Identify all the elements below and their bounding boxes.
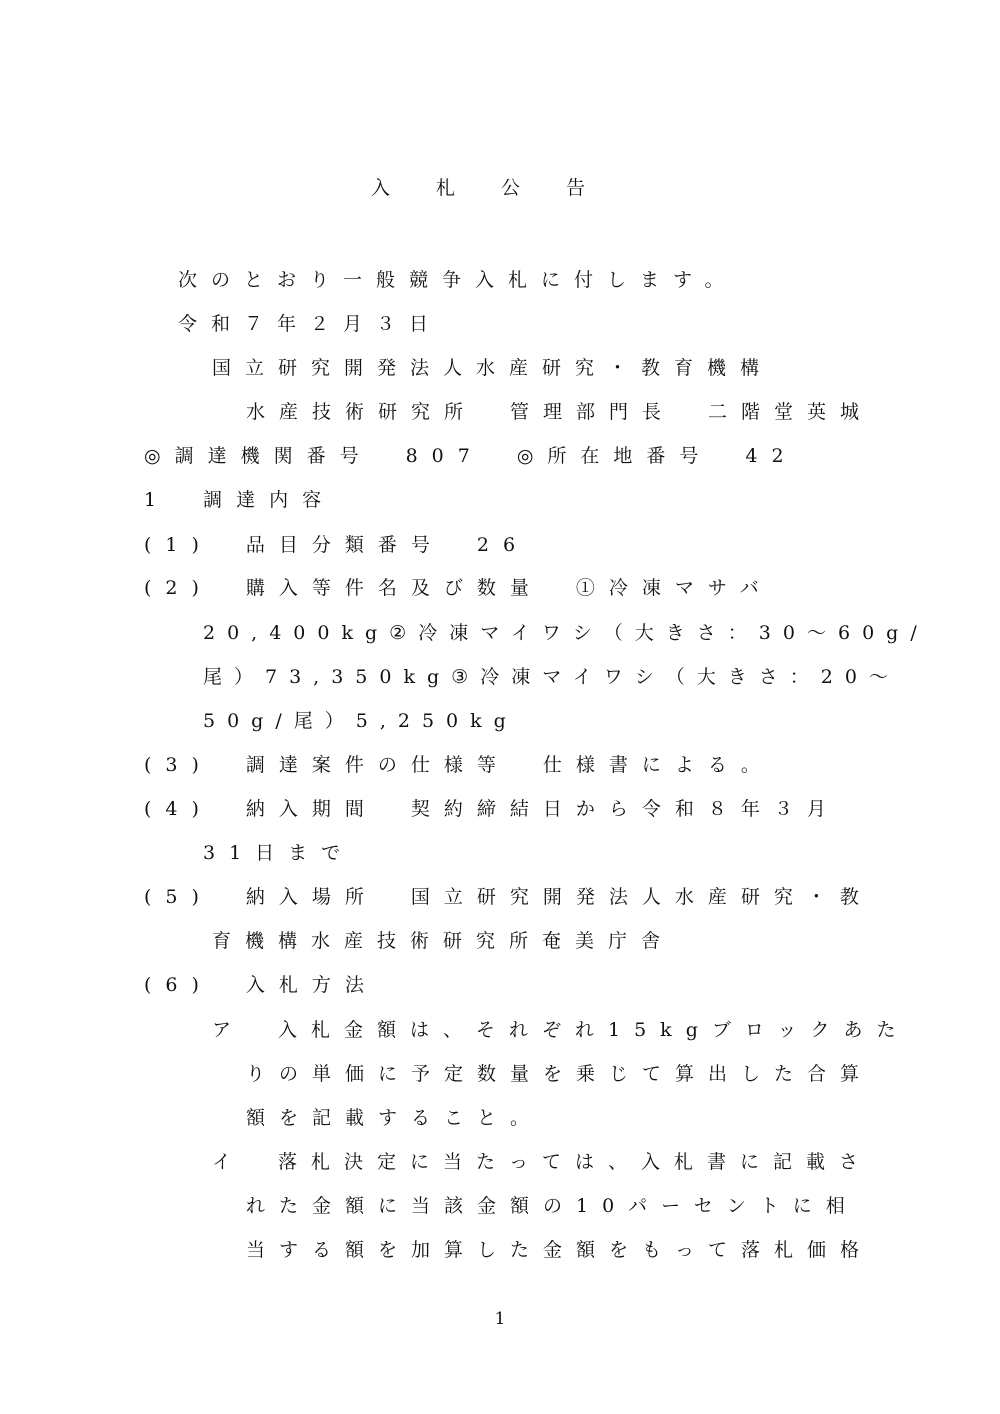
item-2-line-1: (2) 購入等件名及び数量 ①冷凍マサバ <box>144 577 773 599</box>
intro-text: 次のとおり一般競争入札に付します。 <box>178 269 738 291</box>
sub-item-a-line-3: 額を記載すること。 <box>246 1107 544 1129</box>
sub-item-i-line-3: 当する額を加算した金額をもって落札価格 <box>246 1239 874 1261</box>
notice-date: 令和７年２月３日 <box>178 313 443 335</box>
sub-item-a-line-2: りの単価に予定数量を乗じて算出した合算 <box>246 1063 874 1085</box>
official-name: 水産技術研究所 管理部門長 二階堂英城 <box>246 401 874 423</box>
procurement-codes: ◎調達機関番号 807 ◎所在地番号 42 <box>144 445 798 467</box>
organization-name: 国立研究開発法人水産研究・教育機構 <box>212 357 774 379</box>
item-4-line-2: 31日まで <box>203 842 355 864</box>
sub-item-i-line-2: れた金額に当該金額の10パーセントに相 <box>246 1195 859 1217</box>
item-5-line-1: (5) 納入場所 国立研究開発法人水産研究・教 <box>144 886 873 908</box>
sub-item-i-line-1: イ 落札決定に当たっては、入札書に記載さ <box>212 1151 873 1173</box>
item-1: (1) 品目分類番号 26 <box>144 534 530 556</box>
item-5-line-2: 育機構水産技術研究所奄美庁舎 <box>212 930 675 952</box>
item-3: (3) 調達案件の仕様等 仕様書による。 <box>144 754 774 776</box>
page-title: 入札公告 <box>371 177 632 199</box>
item-2-line-2: 20,400kg②冷凍マイワシ（大きさ：30～60g/ <box>203 622 929 644</box>
item-4-line-1: (4) 納入期間 契約締結日から令和８年３月 <box>144 798 840 820</box>
item-2-line-4: 50g/尾）5,250kg <box>203 710 518 732</box>
item-6: (6) 入札方法 <box>144 974 378 996</box>
page-number: 1 <box>494 1309 506 1329</box>
section-heading: 1 調達内容 <box>144 489 336 511</box>
item-2-line-3: 尾）73,350kg③冷凍マイワシ（大きさ：20～ <box>203 666 900 688</box>
sub-item-a-line-1: ア 入札金額は、それぞれ15kgブロックあた <box>212 1019 910 1041</box>
